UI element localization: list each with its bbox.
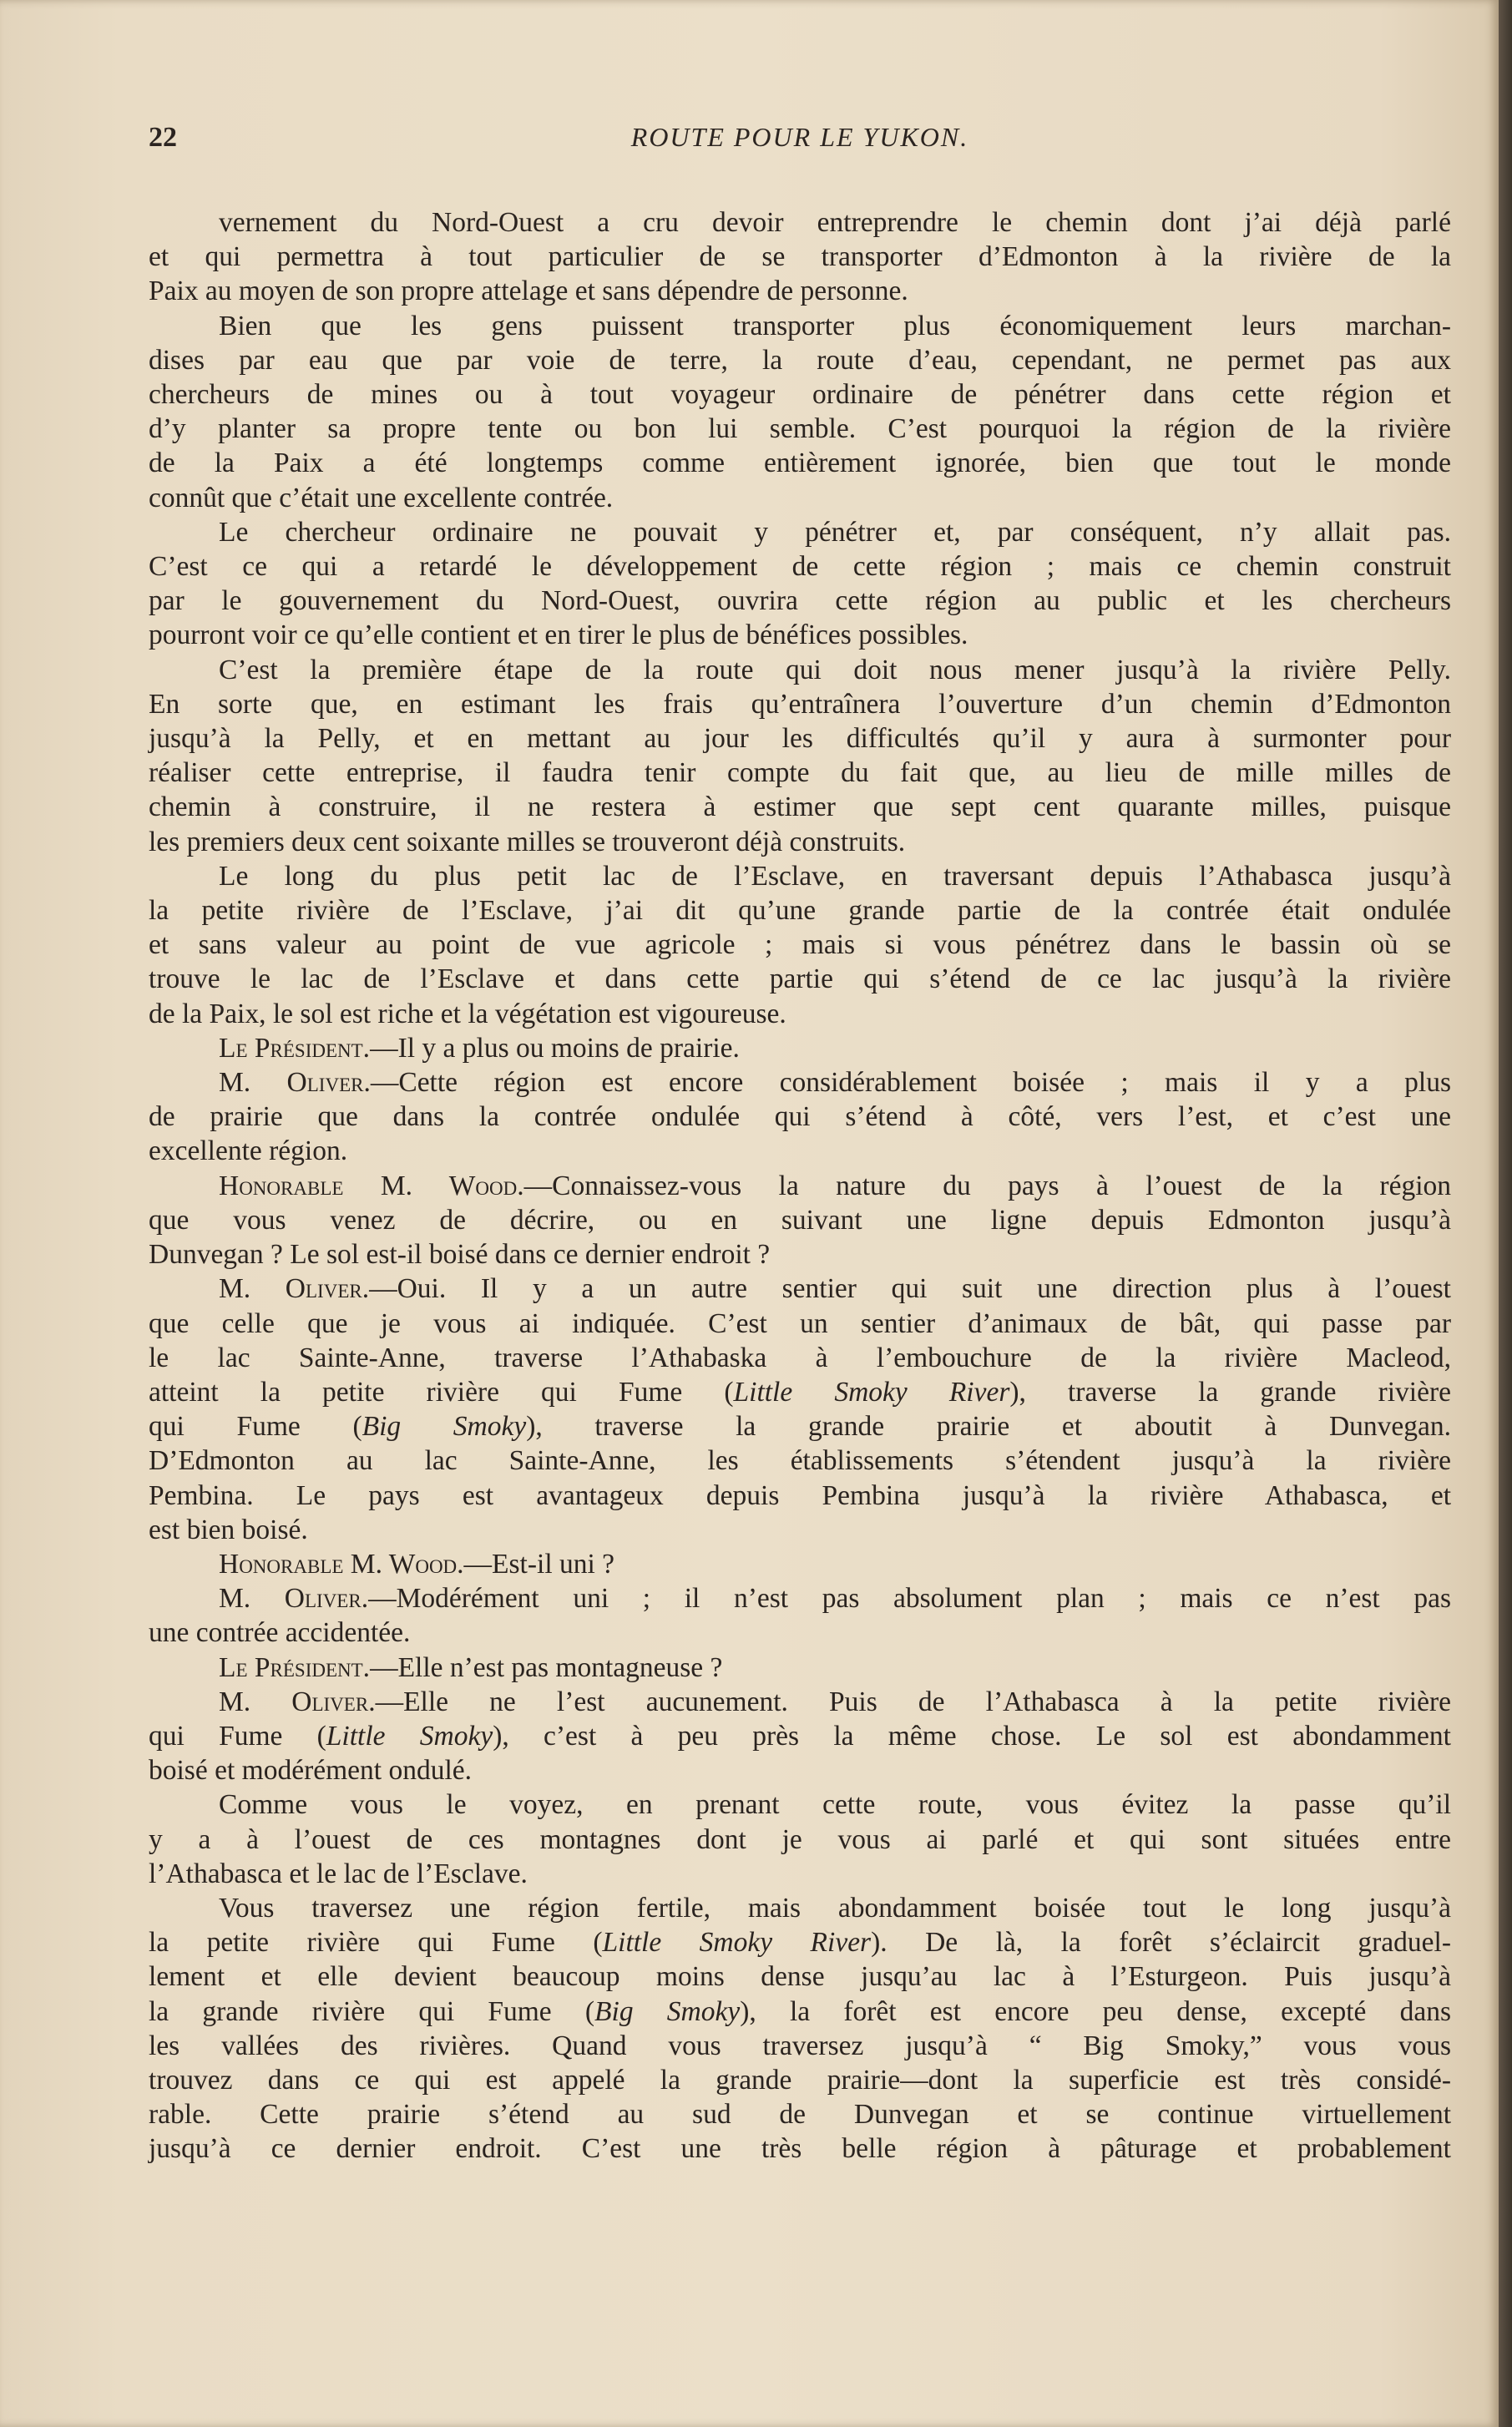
text-line: M. Oliver.—Modérément uni ; il n’est pas absolument plan ; mais ce n’est pas bbox=[219, 1583, 1451, 1615]
text-line: que celle que je vous ai indiquée. C’est un sentier d’animaux de bât, qui passe par bbox=[149, 1307, 1451, 1339]
text-line: vernement du Nord-Ouest a cru devoir entreprendre le chemin dont j’ai déjà parlé bbox=[219, 207, 1451, 238]
text-line: M. Oliver.—Elle ne l’est aucunement. Puis de l’Athabasca à la petite rivière bbox=[219, 1686, 1451, 1717]
paragraph-p11 bbox=[149, 1581, 1451, 1650]
page-number: 22 bbox=[149, 122, 177, 153]
text-line: connût que c’était une excellente contrée. bbox=[149, 482, 614, 513]
paragraph-p3 bbox=[149, 515, 1451, 653]
text-line: pourront voir ce qu’elle contient et en tirer le plus de bénéfices possibles. bbox=[149, 619, 968, 651]
text-line: qui Fume (Little Smoky), c’est à peu près la même chose. Le sol est abondamment bbox=[149, 1720, 1451, 1752]
paragraph-p2 bbox=[149, 309, 1451, 515]
paragraph-p13 bbox=[149, 1685, 1451, 1788]
text-line: chercheurs de mines ou à tout voyageur ordinaire de pénétrer dans cette région et bbox=[149, 379, 1451, 411]
text-line: C’est la première étape de la route qui doit nous mener jusqu’à la rivière Pelly. bbox=[219, 654, 1451, 685]
speaker-name: M. Oliver. bbox=[219, 1583, 369, 1615]
text-line: par le gouvernement du Nord-Ouest, ouvrira cette région au public et les chercheurs bbox=[149, 585, 1451, 617]
text-line: lement et elle devient beaucoup moins dense jusqu’au lac à l’Esturgeon. Puis jusqu’à bbox=[149, 1961, 1451, 1993]
paragraph-p5 bbox=[149, 859, 1451, 1031]
text-line: jusqu’à la Pelly, et en mettant au jour les difficultés qu’il y aura à surmonter pour bbox=[149, 723, 1451, 755]
text-line: Le chercheur ordinaire ne pouvait y pénétrer et, par conséquent, n’y allait pas. bbox=[219, 516, 1451, 548]
text-line: Le Président.—Elle n’est pas montagneuse ? bbox=[219, 1651, 723, 1683]
italic-term: Big Smoky bbox=[362, 1411, 527, 1443]
text-line: réaliser cette entreprise, il faudra tenir compte du fait que, au lieu de mille milles de bbox=[149, 757, 1451, 789]
text-line: la grande rivière qui Fume (Big Smoky), la forêt est encore peu dense, excepté dans bbox=[149, 1995, 1451, 2027]
text-line: En sorte que, en estimant les frais qu’entraînera l’ouverture d’un chemin d’Edmonton bbox=[149, 688, 1451, 720]
italic-term: Big Smoky bbox=[594, 1995, 741, 2027]
text-line: les premiers deux cent soixante milles se trouveront déjà construits. bbox=[149, 826, 906, 857]
paragraph-p12 bbox=[149, 1651, 1451, 1685]
speaker-name: M. Oliver. bbox=[219, 1067, 371, 1099]
body-text bbox=[149, 205, 1451, 2167]
page-edge bbox=[1499, 0, 1512, 2427]
text-line: Vous traversez une région fertile, mais abondamment boisée tout le long jusqu’à bbox=[219, 1892, 1451, 1924]
speaker-name: Le Président. bbox=[219, 1651, 371, 1683]
paragraph-p8 bbox=[149, 1169, 1451, 1272]
text-line: boisé et modérément ondulé. bbox=[149, 1755, 473, 1787]
text-line: Honorable M. Wood.—Est-il uni ? bbox=[219, 1548, 615, 1580]
text-line: de la Paix a été longtemps comme entièrement ignorée, bien que tout le monde bbox=[149, 447, 1451, 479]
text-line: trouvez dans ce qui est appelé la grande prairie—dont la superficie est très considé- bbox=[149, 2064, 1451, 2096]
text-line: trouve le lac de l’Esclave et dans cette partie qui s’étend de ce lac jusqu’à la rivière bbox=[149, 963, 1451, 995]
page-header bbox=[149, 122, 1451, 172]
paragraph-p6 bbox=[149, 1031, 1451, 1065]
text-line: Le long du plus petit lac de l’Esclave, en traversant depuis l’Athabasca jusqu’à bbox=[219, 860, 1451, 892]
text-line: atteint la petite rivière qui Fume (Little Smoky River), traverse la grande rivière bbox=[149, 1376, 1451, 1408]
paragraph-p15 bbox=[149, 1891, 1451, 2167]
text-line: le lac Sainte-Anne, traverse l’Athabaska à l’embouchure de la rivière Macleod, bbox=[149, 1342, 1451, 1373]
paragraph-p1 bbox=[149, 205, 1451, 309]
italic-term: Little Smoky River bbox=[733, 1376, 1010, 1408]
paragraph-p4 bbox=[149, 653, 1451, 859]
speaker-name: M. Oliver. bbox=[219, 1686, 376, 1717]
text-line: C’est ce qui a retardé le développement de cette région ; mais ce chemin construit bbox=[149, 551, 1451, 583]
paragraph-p14 bbox=[149, 1787, 1451, 1891]
text-line: Paix au moyen de son propre attelage et sans dépendre de personne. bbox=[149, 276, 908, 307]
text-line: la petite rivière qui Fume (Little Smoky River). De là, la forêt s’éclaircit graduel- bbox=[149, 1927, 1451, 1959]
text-line: de la Paix, le sol est riche et la végétation est vigoureuse. bbox=[149, 998, 786, 1029]
text-line: qui Fume (Big Smoky), traverse la grande prairie et aboutit à Dunvegan. bbox=[149, 1411, 1451, 1443]
text-line: chemin à construire, il ne restera à estimer que sept cent quarante milles, puisque bbox=[149, 791, 1451, 823]
text-line: Comme vous le voyez, en prenant cette route, vous évitez la passe qu’il bbox=[219, 1789, 1451, 1821]
paragraph-p10 bbox=[149, 1547, 1451, 1581]
text-line: d’y planter sa propre tente ou bon lui semble. C’est pourquoi la région de la rivière bbox=[149, 413, 1451, 445]
running-title: ROUTE POUR LE YUKON. bbox=[630, 122, 969, 152]
text-line: Le Président.—Il y a plus ou moins de prairie. bbox=[219, 1032, 740, 1064]
text-line: est bien boisé. bbox=[149, 1514, 308, 1545]
text-line: Dunvegan ? Le sol est-il boisé dans ce dernier endroit ? bbox=[149, 1239, 771, 1271]
text-line: M. Oliver.—Oui. Il y a un autre sentier qui suit une direction plus à l’ouest bbox=[219, 1273, 1451, 1305]
text-line: rable. Cette prairie s’étend au sud de Dunvegan et se continue virtuellement bbox=[149, 2099, 1451, 2131]
text-line: excellente région. bbox=[149, 1135, 348, 1167]
speaker-name: Le Président. bbox=[219, 1032, 371, 1064]
text-line: la petite rivière de l’Esclave, j’ai dit qu’une grande partie de la contrée était ondulée bbox=[149, 895, 1451, 927]
text-line: et sans valeur au point de vue agricole ; mais si vous pénétrez dans le bassin où se bbox=[149, 929, 1451, 961]
text-line: et qui permettra à tout particulier de se transporter d’Edmonton à la rivière de la bbox=[149, 241, 1451, 273]
speaker-name: Honorable M. Wood. bbox=[219, 1548, 464, 1580]
text-line: Bien que les gens puissent transporter plus économiquement leurs marchan- bbox=[219, 310, 1451, 341]
italic-term: Little Smoky River bbox=[602, 1927, 872, 1959]
text-line: D’Edmonton au lac Sainte-Anne, les établissements s’étendent jusqu’à la rivière bbox=[149, 1445, 1451, 1477]
text-line: jusqu’à ce dernier endroit. C’est une très belle région à pâturage et probablement bbox=[149, 2133, 1451, 2165]
paragraph-p7 bbox=[149, 1065, 1451, 1169]
paragraph-p9 bbox=[149, 1272, 1451, 1547]
speaker-name: M. Oliver. bbox=[219, 1273, 370, 1305]
speaker-name: Honorable M. Wood. bbox=[219, 1170, 524, 1201]
text-line: l’Athabasca et le lac de l’Esclave. bbox=[149, 1858, 528, 1889]
text-line: de prairie que dans la contrée ondulée qui s’étend à côté, vers l’est, et c’est une bbox=[149, 1101, 1451, 1133]
text-line: y a à l’ouest de ces montagnes dont je vous ai parlé et qui sont situées entre bbox=[149, 1823, 1451, 1855]
text-line: Pembina. Le pays est avantageux depuis Pembina jusqu’à la rivière Athabasca, et bbox=[149, 1479, 1451, 1511]
text-line: que vous venez de décrire, ou en suivant une ligne depuis Edmonton jusqu’à bbox=[149, 1204, 1451, 1236]
text-line: les vallées des rivières. Quand vous traversez jusqu’à “ Big Smoky,” vous vous bbox=[149, 2030, 1451, 2061]
text-line: une contrée accidentée. bbox=[149, 1617, 411, 1649]
text-line: M. Oliver.—Cette région est encore considérablement boisée ; mais il y a plus bbox=[219, 1067, 1451, 1099]
text-line: dises par eau que par voie de terre, la route d’eau, cependant, ne permet pas aux bbox=[149, 344, 1451, 376]
text-line: Honorable M. Wood.—Connaissez-vous la nature du pays à l’ouest de la région bbox=[219, 1170, 1451, 1201]
italic-term: Little Smoky bbox=[326, 1720, 493, 1752]
